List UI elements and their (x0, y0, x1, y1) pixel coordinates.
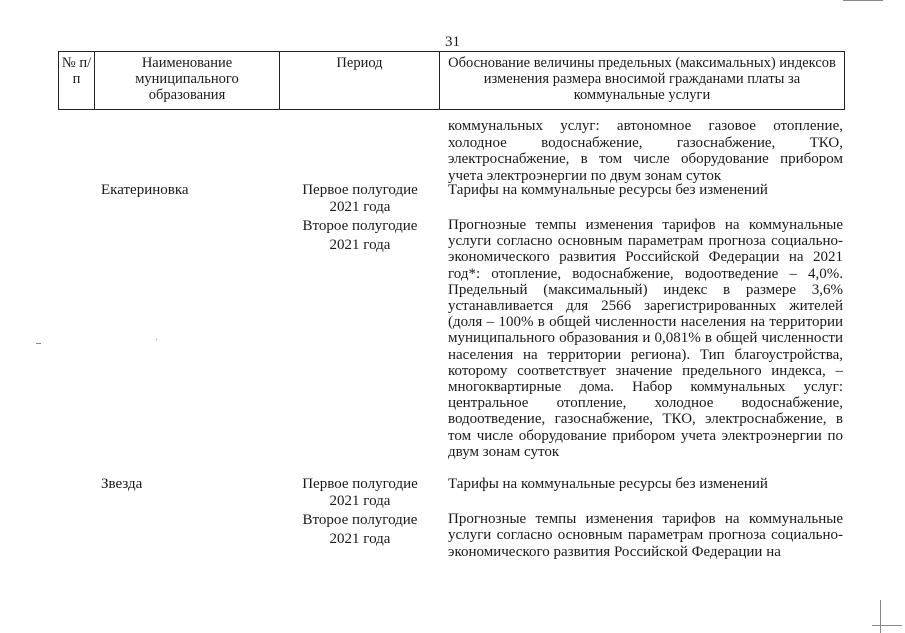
scan-artifact-line (880, 600, 881, 633)
scan-artifact-line (872, 625, 902, 626)
header-justification-cell: Обоснование величины предельных (максимальных) индексов изменения размера вносимой гражданами платы за коммунальные услуги (440, 52, 845, 110)
scan-artifact-dot: · (155, 335, 159, 346)
justification-first-half: Тарифы на коммунальные ресурсы без изменений (448, 476, 768, 492)
justification-second-half: Прогнозные темпы изменения тарифов на коммунальные услуги согласно основным параметрам прогноза социально-экономического развития Российской Федерации на (448, 511, 843, 560)
period-first-half: Первое полугодие 2021 года (302, 182, 418, 215)
table-header (58, 51, 845, 110)
municipality-name: Звезда (101, 476, 143, 492)
header-period-cell: Период (280, 52, 440, 110)
continuation-text: коммунальных услуг: автономное газовое отопление, холодное водоснабжение, газоснабжение, ТКО, электроснабжение, в том числе оборудование прибором учета электроэнергии по двум зонам суток (448, 118, 843, 184)
period-first-half: Первое полугодие 2021 года (302, 476, 418, 509)
justification-first-half: Тарифы на коммунальные ресурсы без изменений (448, 182, 768, 198)
header-municipality-cell: Наименование муниципального образования (95, 52, 280, 110)
header-number-cell: № п/п (59, 52, 95, 110)
justification-second-half: Прогнозные темпы изменения тарифов на коммунальные услуги согласно основным параметрам прогноза социально-экономического развития Российской Федерации на 2021 год*: отопление, водоснабжение, водоотведение – 4,0%. Предельный (максимальный) индекс в размере 3,6% устанавливается для 2566 зарегистрированных жителей (доля – 100% в общей численности населения на территории муниципального образования и 0,081% в общей численности населения на территории региона). Тип благоустройства, которому соответствует значение предельного индекса, – многоквартирные дома. Набор коммунальных услуг: центральное отопление, холодное водоснабжение, водоотведение, газоснабжение, ТКО, электроснабжение, в том числе оборудование прибором учета электроэнергии по двум зонам суток (448, 217, 843, 460)
municipality-name: Екатериновка (101, 182, 189, 198)
page-number: 31 (445, 34, 460, 50)
period-second-half: Второе полугодие 2021 года (302, 218, 418, 253)
period-second-half: Второе полугодие 2021 года (302, 512, 418, 547)
scan-artifact-line (843, 0, 883, 1)
scan-artifact-dash (36, 343, 41, 344)
